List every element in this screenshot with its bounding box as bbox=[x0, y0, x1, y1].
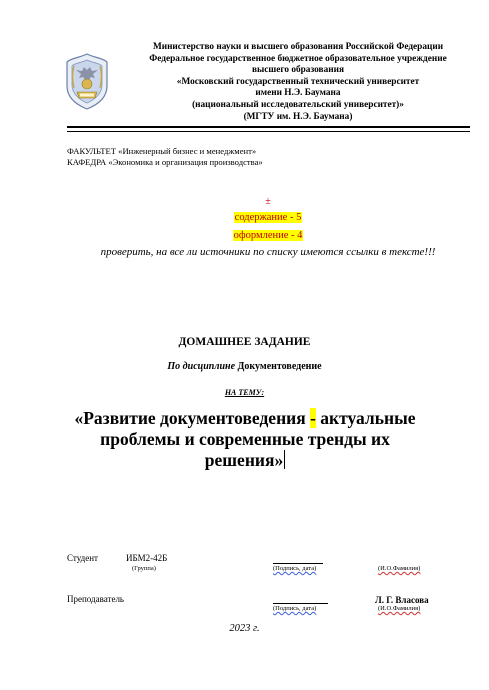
header-line: высшего образования bbox=[252, 65, 344, 76]
topic-part-1: «Развитие документоведения bbox=[74, 408, 306, 428]
design-score: оформление - 4 bbox=[233, 230, 303, 241]
discipline-label: По дисциплине bbox=[167, 361, 236, 372]
student-signature-line bbox=[273, 563, 323, 564]
review-notes bbox=[88, 197, 448, 260]
student-name-caption: (И.О.Фамилия) bbox=[378, 565, 421, 572]
header-divider-thick bbox=[67, 126, 470, 128]
topic-part-2: актуальные проблемы и современные тренды их решения» bbox=[100, 408, 416, 470]
discipline-line bbox=[0, 361, 489, 372]
document-type: ДОМАШНЕЕ ЗАДАНИЕ bbox=[178, 336, 311, 348]
header-line: Министерство науки и высшего образования Российской Федерации bbox=[152, 42, 444, 52]
teacher-signature-line bbox=[273, 603, 328, 604]
topic-dash: - bbox=[310, 408, 316, 428]
text-cursor bbox=[284, 450, 285, 469]
header-line: Федеральное государственное бюджетное образовательное учреждение bbox=[149, 53, 447, 64]
header-line: (МГТУ им. Н.Э. Баумана) bbox=[243, 111, 353, 122]
topic-title bbox=[70, 408, 420, 471]
header-divider-thin bbox=[67, 131, 470, 132]
reviewer-comment: проверить, на все ли источники по списку имеются ссылки в тексте!!! bbox=[100, 246, 436, 258]
group-value: ИБМ2-42Б bbox=[126, 553, 168, 563]
header-line: «Московский государственный технический университет bbox=[176, 76, 420, 87]
teacher-name-caption: (И.О.Фамилия) bbox=[378, 605, 421, 612]
teacher-name: Л. Г. Власова bbox=[375, 595, 429, 605]
header-line: имени Н.Э. Баумана bbox=[255, 88, 341, 99]
university-emblem-icon bbox=[65, 52, 109, 110]
grade-mark: ± bbox=[265, 196, 271, 207]
discipline-value: Документоведение bbox=[237, 361, 322, 372]
teacher-signature-caption: (Подпись, дата) bbox=[273, 605, 317, 612]
content-score: содержание - 5 bbox=[234, 212, 302, 223]
student-signature-caption: (Подпись, дата) bbox=[273, 565, 317, 572]
year: 2023 г. bbox=[229, 623, 260, 634]
faculty-line: ФАКУЛЬТЕТ «Инженерный бизнес и менеджмент» bbox=[67, 146, 257, 156]
institution-header bbox=[128, 42, 468, 123]
teacher-label: Преподаватель bbox=[67, 594, 125, 604]
theme-label: НА ТЕМУ: bbox=[224, 388, 265, 397]
group-caption: (Группа) bbox=[132, 565, 156, 572]
header-line: (национальный исследовательский университет)» bbox=[192, 99, 404, 110]
student-label: Студент bbox=[67, 553, 98, 563]
department-line: КАФЕДРА «Экономика и организация производства» bbox=[67, 157, 263, 167]
faculty-block bbox=[67, 146, 263, 168]
